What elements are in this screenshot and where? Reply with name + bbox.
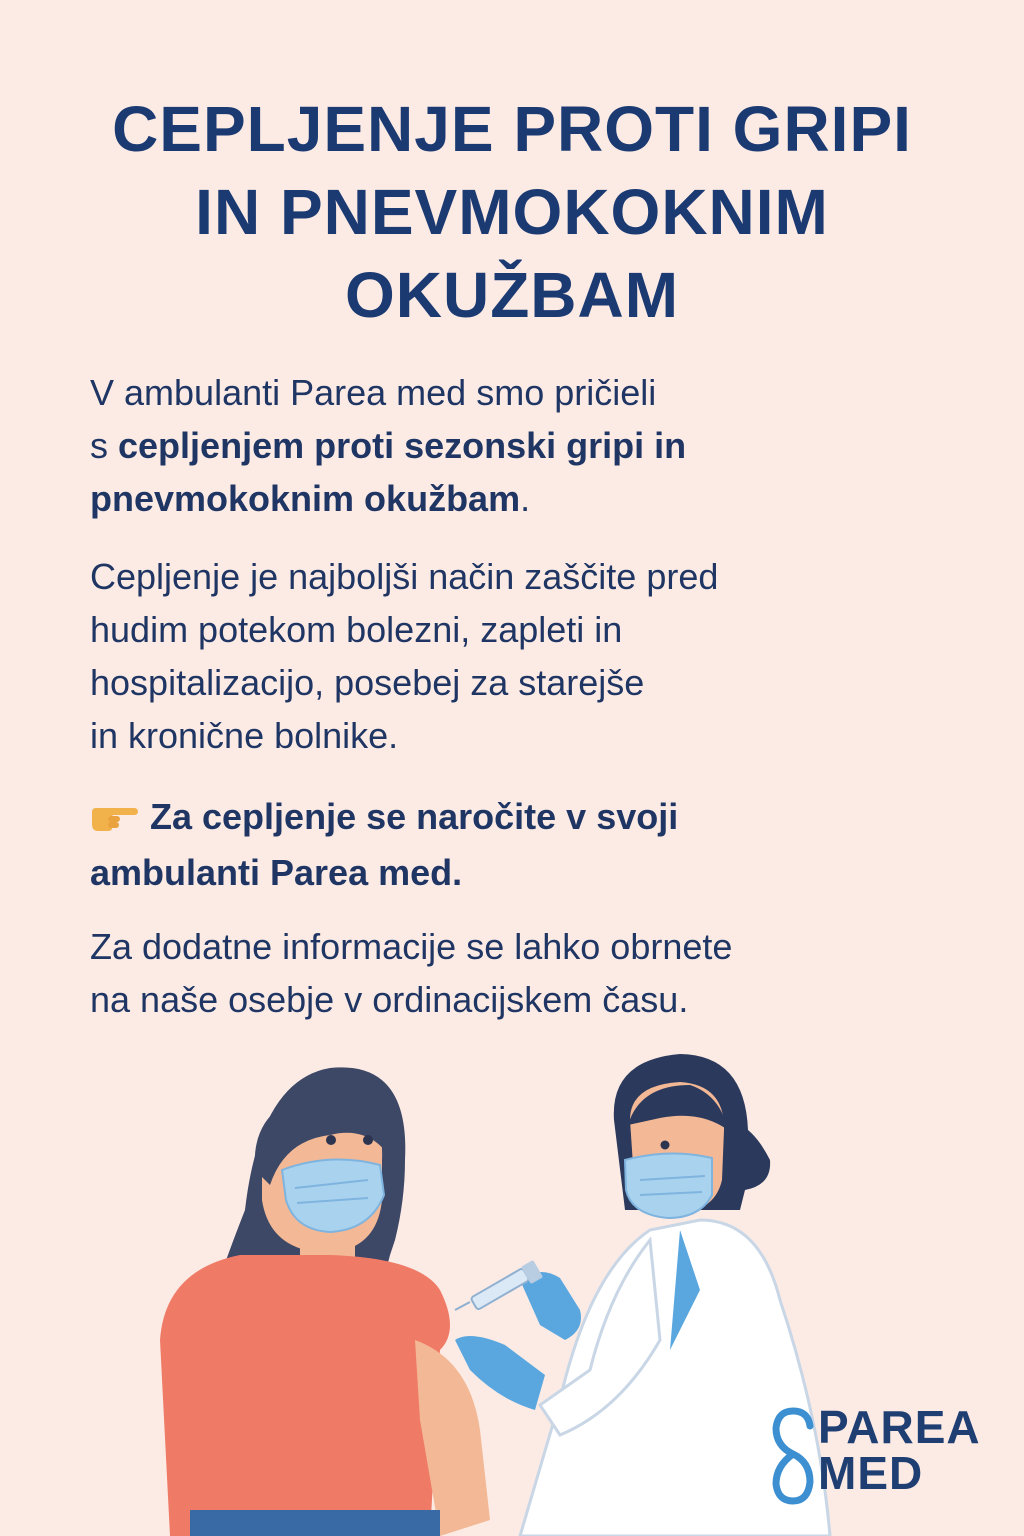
callout-text: Za cepljenje se naročite v svoji [150,796,679,837]
contact-line: na naše osebje v ordinacijskem času. [90,979,689,1020]
title-line: IN PNEVMOKOKNIM [195,176,829,248]
intro-prefix: s [90,425,119,466]
callout-paragraph [90,790,950,899]
logo-text [818,1401,981,1499]
contact-paragraph [90,920,950,1026]
intro-line [90,472,950,525]
logo-line: PAREA [818,1401,981,1453]
title-line: OKUŽBAM [344,259,680,331]
page-title [0,88,1024,337]
patient-figure [160,1067,490,1536]
logo-line: MED [818,1447,924,1499]
pointing-hand-icon [90,793,140,846]
intro-paragraph [90,366,950,525]
benefits-line: hospitalizacijo, posebej za starejše [90,662,645,703]
benefits-line: hudim potekom bolezni, zapleti in [90,609,623,650]
benefits-paragraph [90,550,950,762]
parea-med-logo [770,1400,1000,1510]
infinity-loop-logo-icon [770,1406,816,1506]
benefits-line: Cepljenje je najboljši način zaščite pred [90,556,719,597]
intro-line: V ambulanti Parea med smo pričieli [90,372,657,413]
intro-highlight: cepljenjem proti sezonski gripi in [118,425,687,466]
intro-highlight: pnevmokoknim okužbam [90,478,521,519]
callout-line [90,790,950,846]
title-line: CEPLJENJE PROTI GRIPI [112,93,912,165]
benefits-line: in kronične bolnike. [90,715,399,756]
intro-line [90,419,950,472]
contact-line: Za dodatne informacije se lahko obrnete [90,926,733,967]
intro-suffix: . [520,478,531,519]
callout-line: ambulanti Parea med. [90,851,463,893]
